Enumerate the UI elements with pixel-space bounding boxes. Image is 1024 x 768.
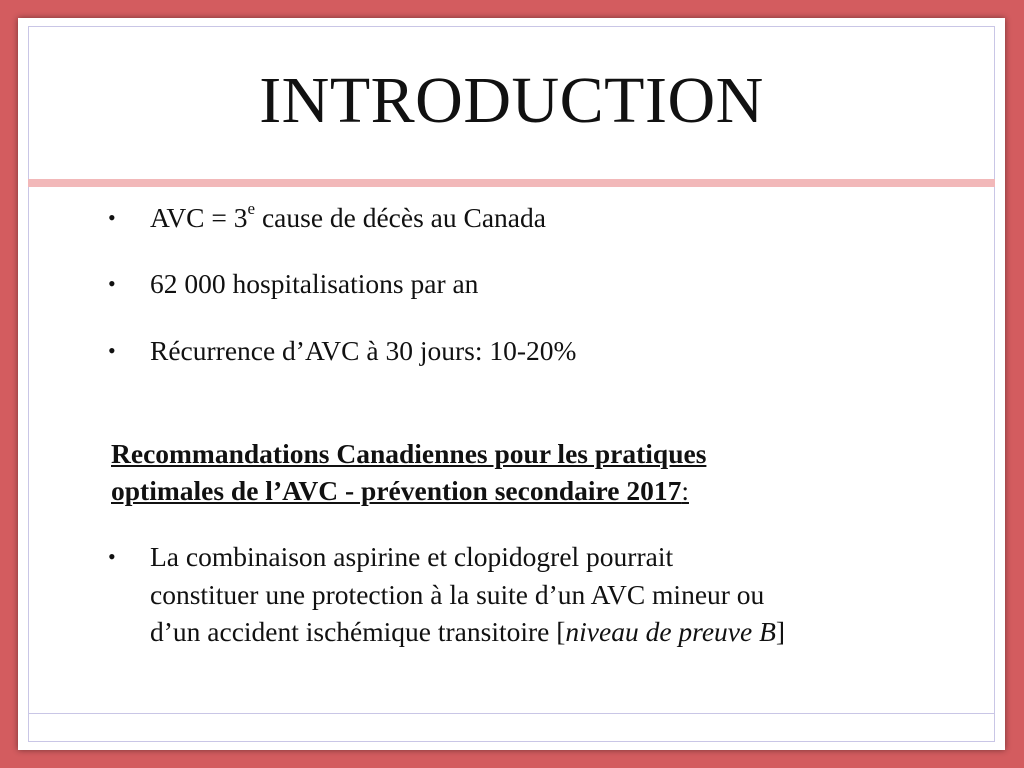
- bullet-dot: •: [108, 205, 116, 230]
- evidence-level: niveau de preuve B: [565, 616, 776, 647]
- title-accent-bar: [28, 179, 995, 187]
- bullet-dot: •: [108, 544, 116, 569]
- superscript: e: [247, 198, 256, 218]
- bullet-dot: •: [108, 271, 116, 296]
- detail-text: d’un accident ischémique transitoire [: [150, 616, 566, 647]
- slide: [18, 18, 1005, 750]
- bullet-dot: •: [108, 338, 116, 363]
- bottom-divider: [28, 713, 995, 714]
- detail-line: constituer une protection à la suite d’un AVC mineur ou: [150, 578, 765, 610]
- recommendation-line: optimales de l’AVC - prévention secondaire 2017: [111, 475, 682, 506]
- slide-title: INTRODUCTION: [259, 64, 764, 137]
- bullet-text: [150, 538, 950, 651]
- bullet-text: Récurrence d’AVC à 30 jours: 10-20%: [150, 335, 577, 366]
- bullet-text-part: cause de décès au Canada: [255, 202, 546, 233]
- detail-line: La combinaison aspirine et clopidogrel pourrait: [150, 541, 674, 572]
- recommendation-heading: [111, 435, 871, 509]
- detail-line: [150, 613, 950, 651]
- recommendation-colon: :: [681, 475, 689, 506]
- bullet-text-part: AVC = 3: [150, 202, 248, 233]
- bullet-text: [150, 200, 546, 236]
- bullet-text: 62 000 hospitalisations par an: [150, 268, 479, 299]
- recommendation-line: Recommandations Canadiennes pour les pratiques: [111, 438, 707, 469]
- detail-text: ]: [775, 616, 786, 647]
